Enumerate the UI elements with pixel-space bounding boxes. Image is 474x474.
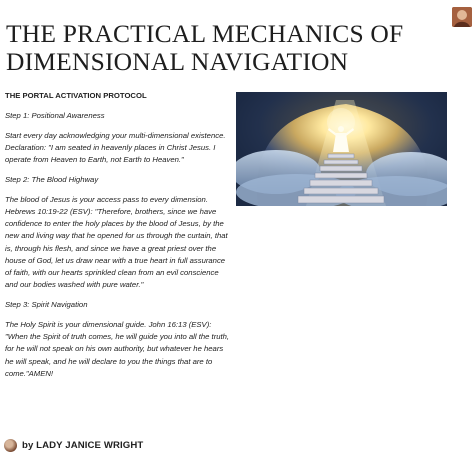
author-name[interactable]: by LADY JANICE WRIGHT (22, 439, 144, 451)
author-avatar (4, 439, 17, 452)
step2-paragraph: The blood of Jesus is your access pass to every dimension. Hebrews 10:19-22 (ESV): "Therefore, brothers, since we have confidence to enter the holy places by the blood of Jesus, by the new and living way that he opened for us through the curtain, that is, through his flesh, and since we have a great priest over the house of God, let us draw near with a true heart in full assurance of faith, with our hearts sprinkled clean from an evil conscience and our bodies washed with pure water." (5, 194, 228, 290)
author-byline[interactable] (4, 437, 143, 453)
profile-thumbnail-icon (452, 7, 472, 27)
step3-heading: Step 3: Spirit Navigation (5, 300, 88, 309)
article-title: THE PRACTICAL MECHANICS OF DIMENSIONAL NAVIGATION (6, 19, 404, 76)
step1-paragraph: Start every day acknowledging your multi-dimensional existence. Declaration: "I am seated in heavenly places in Christ Jesus. I operate from Heaven to Earth, not Earth to Heaven." (5, 130, 226, 164)
protocol-heading: THE PORTAL ACTIVATION PROTOCOL (5, 91, 147, 100)
step3-paragraph: The Holy Spirit is your dimensional guide. John 16:13 (ESV): "When the Spirit of truth comes, he will guide you into all the truth, for he will not speak on his own authority, but whatever he hears he will speak, and he will declare to you the things that are to come."AMEN! (5, 319, 230, 378)
profile-thumbnail[interactable] (452, 7, 472, 27)
step1-heading: Step 1: Positional Awareness (5, 110, 105, 120)
heavenly-stairway-image (236, 92, 447, 206)
step2-heading: Step 2: The Blood Highway (5, 174, 99, 184)
article-body (5, 90, 230, 388)
heavenly-stairway-icon (236, 92, 447, 206)
